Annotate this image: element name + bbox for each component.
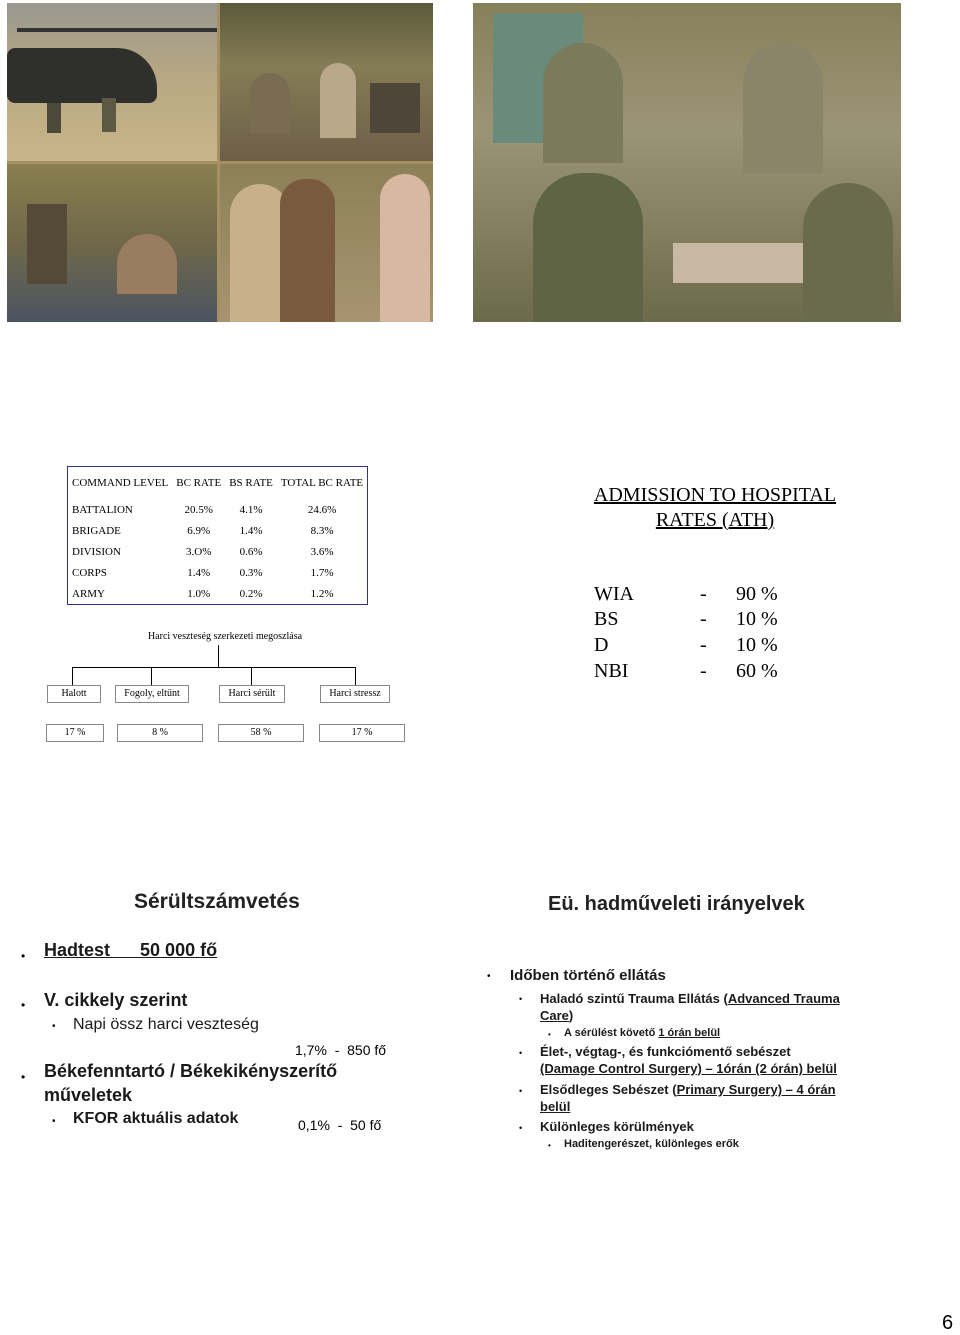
org-chart-title: Harci veszteség szerkezeti megoszlása: [147, 631, 303, 642]
bullet-dot: •: [519, 1048, 523, 1058]
ath-dash: -: [700, 583, 707, 605]
hadtest-value: 50 000 fő: [140, 940, 218, 960]
hadtest-label: Hadtest: [44, 940, 111, 960]
item1c-pre: Elsődleges Sebészet (: [540, 1082, 677, 1097]
item1a-link: Advanced Trauma: [727, 991, 840, 1006]
item1a-post: ): [568, 1008, 574, 1023]
item1c-link: Primary Surgery) – 4 órán: [676, 1082, 836, 1097]
table-row: [68, 499, 368, 520]
field-treatment-photo: [7, 164, 217, 322]
org-percent-fogoly: 8 %: [117, 724, 203, 742]
org-percent-halott: 17 %: [46, 724, 104, 742]
bekefenn-line1: Békefenntartó / Békekikényszerítő: [44, 1061, 338, 1081]
ath-dash: -: [700, 634, 707, 656]
ath-title-line2: RATES (ATH): [655, 509, 775, 531]
staff-in-chemical-protective-gear-photo: [473, 3, 901, 322]
hadtest-gap: [110, 940, 140, 960]
table-row: [68, 583, 368, 605]
kfor-text: KFOR aktuális adatok: [73, 1110, 239, 1127]
item1-text: Időben történő ellátás: [510, 967, 666, 984]
ath-value: 10 %: [736, 608, 778, 630]
photo-collage-left: [7, 3, 433, 322]
ath-title-line1: ADMISSION TO HOSPITAL: [593, 484, 837, 506]
bullet-dot: •: [21, 1070, 26, 1084]
table-header-row: [68, 467, 368, 500]
table-cell: 3.O%: [186, 545, 212, 558]
table-cell: 1.4%: [239, 524, 263, 537]
table-cell: 4.1%: [239, 503, 263, 516]
item1b-line2: (Damage Control Surgery) – 1órán (2 órán) belül: [540, 1061, 837, 1076]
table-cell: 0.2%: [239, 587, 263, 600]
org-connector-horizontal: [72, 667, 356, 668]
item1a-sub-pre: A sérülést követő: [564, 1027, 659, 1039]
ath-label: D: [594, 634, 609, 656]
bullet-dot: •: [519, 1123, 523, 1133]
ath-value: 10 %: [736, 634, 778, 656]
slide4-title: Eü. hadműveleti irányelvek: [548, 893, 805, 915]
ath-label: WIA: [594, 583, 634, 605]
org-connector-drop: [151, 667, 152, 685]
bullet-dot: •: [21, 998, 26, 1012]
item1b-line1: Élet-, végtag-, és funkciómentő sebészet: [540, 1044, 791, 1059]
item1a-text: [540, 990, 880, 1024]
table-header-cell: BC RATE: [176, 476, 222, 489]
field-hospital-photo: [220, 3, 433, 161]
table-cell: 20.5%: [184, 503, 213, 516]
slide3-title: Sérültszámvetés: [134, 890, 300, 913]
ath-dash: -: [700, 660, 707, 682]
org-percent-harci-stressz: 17 %: [319, 724, 405, 742]
table-header-cell: TOTAL BC RATE: [280, 476, 364, 489]
napi-value: 1,7% - 850 fő: [295, 1042, 387, 1058]
table-row: [68, 520, 368, 541]
org-box-harci-serult: Harci sérült: [219, 685, 285, 703]
org-connector-drop: [251, 667, 252, 685]
table-cell: 6.9%: [187, 524, 211, 537]
item1c-line2: belül: [540, 1099, 571, 1114]
table-cell: BATTALION: [72, 503, 133, 516]
org-connector-drop: [355, 667, 356, 685]
bullet-dot: •: [21, 949, 26, 963]
table-cell: 0.6%: [239, 545, 263, 558]
table-cell: 3.6%: [310, 545, 334, 558]
bullet-dot: •: [548, 1030, 551, 1039]
table-header-cell: BS RATE: [229, 476, 273, 489]
item1a-sub-link: 1 órán belül: [658, 1027, 721, 1039]
org-box-halott: Halott: [47, 685, 101, 703]
org-percent-harci-serult: 58 %: [218, 724, 304, 742]
table-cell: 1.0%: [187, 587, 211, 600]
table-cell: 24.6%: [307, 503, 337, 516]
table-cell: 1.4%: [187, 566, 211, 579]
bekefenn-line2: műveletek: [44, 1085, 133, 1105]
item1d-sub: Haditengerészet, különleges erők: [564, 1138, 739, 1150]
ath-label: NBI: [594, 660, 629, 682]
item1d-text: Különleges körülmények: [540, 1119, 694, 1134]
medical-staff-treating-child-photo: [220, 164, 433, 322]
ath-dash: -: [700, 608, 707, 630]
page-number: 6: [942, 1312, 954, 1334]
bullet-dot: •: [52, 1116, 56, 1127]
ath-label: BS: [594, 608, 619, 630]
org-box-harci-stressz: Harci stressz: [320, 685, 390, 703]
napi-text: Napi össz harci veszteség: [73, 1016, 259, 1033]
bullet-dot: •: [548, 1141, 551, 1150]
bullet-dot: •: [52, 1021, 56, 1032]
bullet-dot: •: [487, 971, 491, 982]
item1a-link2: Care: [540, 1008, 569, 1023]
casualty-rate-table: [67, 466, 368, 605]
table-cell: 1.2%: [310, 587, 334, 600]
org-box-fogoly: Fogoly, eltűnt: [115, 685, 189, 703]
ath-value: 60 %: [736, 660, 778, 682]
table-cell: CORPS: [72, 566, 107, 579]
vcikkely-text: V. cikkely szerint: [44, 990, 188, 1010]
table-cell: 8.3%: [310, 524, 334, 537]
table-cell: ARMY: [72, 587, 106, 600]
org-connector-drop: [72, 667, 73, 685]
table-header-cell: COMMAND LEVEL: [72, 476, 169, 489]
item1a-pre: Haladó szintű Trauma Ellátás (: [540, 991, 728, 1006]
org-connector-vertical: [218, 645, 219, 667]
bullet-dot: •: [519, 994, 523, 1004]
item1c-line1: [540, 1082, 836, 1097]
hadtest-line: [44, 940, 217, 961]
table-row: [68, 541, 368, 562]
ath-value: 90 %: [736, 583, 778, 605]
table-row: [68, 562, 368, 583]
table-cell: DIVISION: [72, 545, 121, 558]
item1a-sub: [564, 1027, 720, 1039]
photo-collage-right: [473, 3, 901, 322]
table-cell: 0.3%: [239, 566, 263, 579]
table-cell: 1.7%: [310, 566, 334, 579]
bullet-dot: •: [519, 1086, 523, 1096]
helicopter-photo: [7, 3, 217, 161]
kfor-value: 0,1% - 50 fő: [298, 1117, 382, 1133]
table-cell: BRIGADE: [72, 524, 121, 537]
